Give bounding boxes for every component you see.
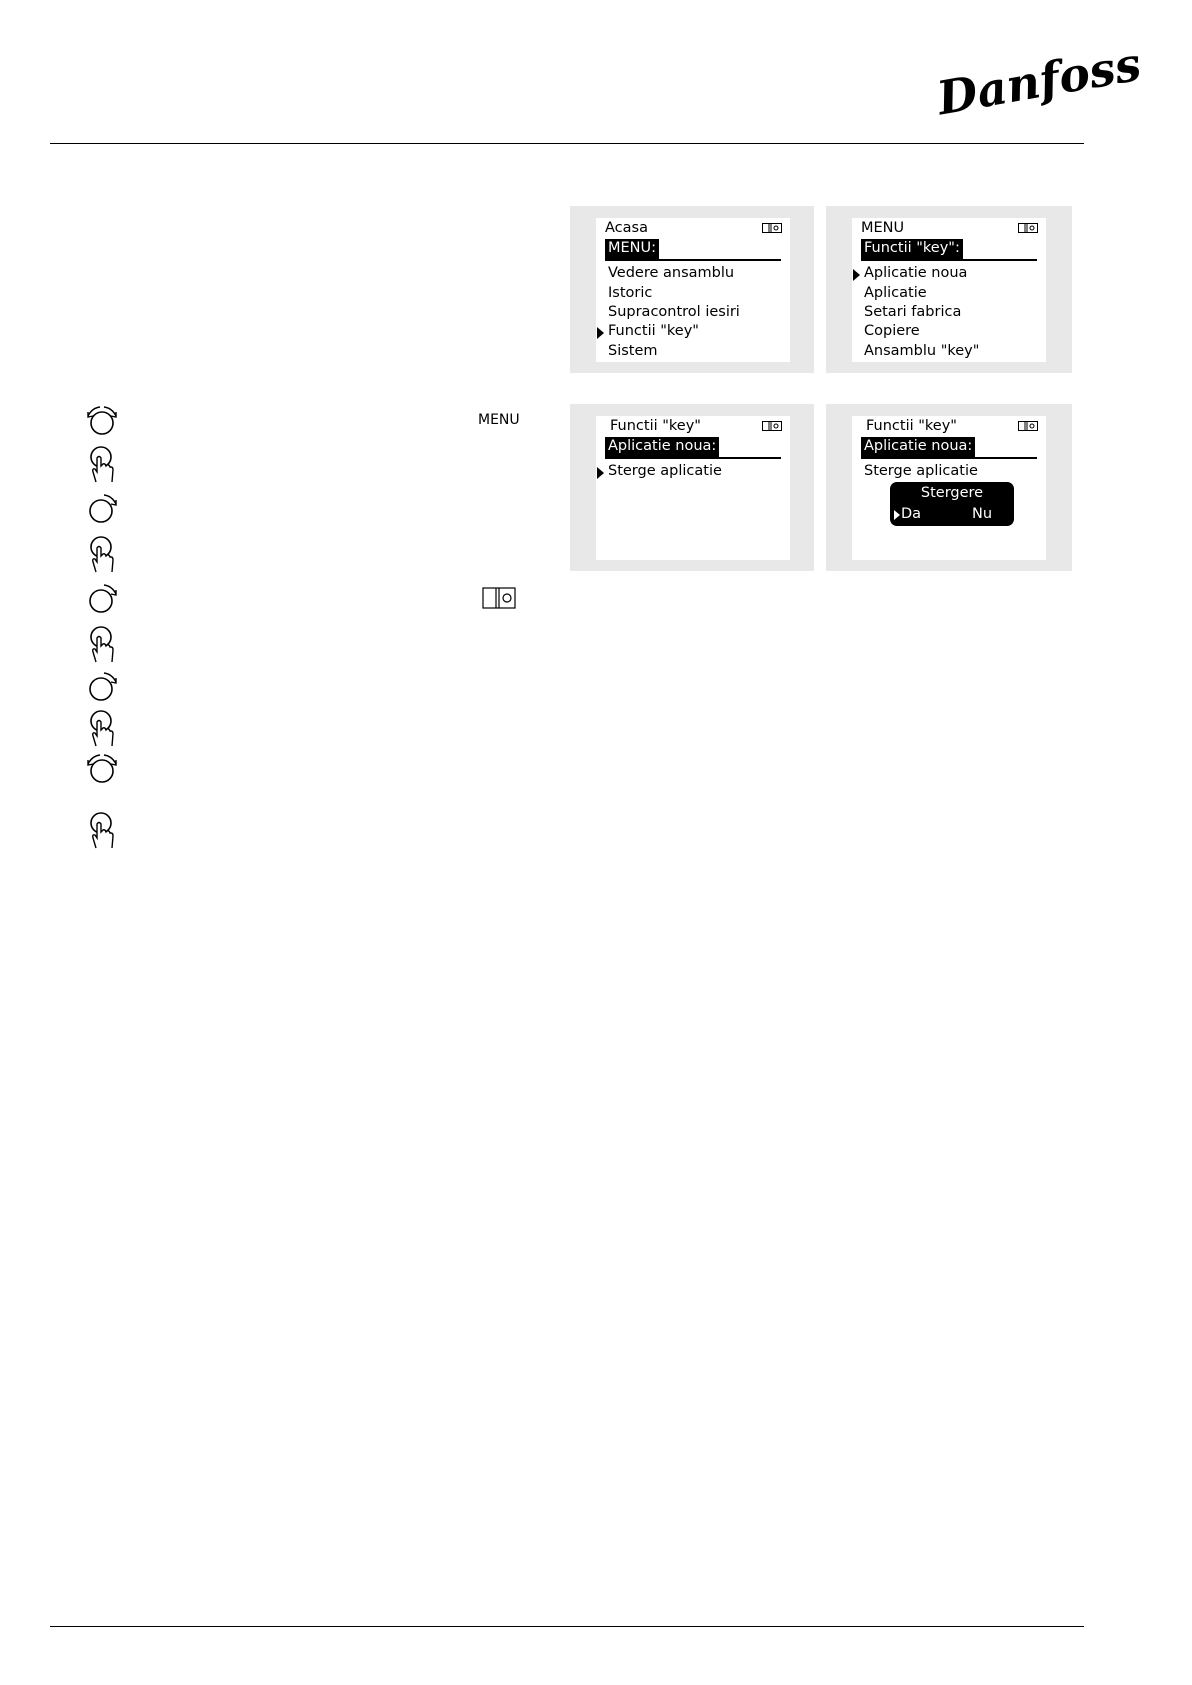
screen-title: Functii "key" xyxy=(866,418,957,434)
menu-item[interactable]: Copiere xyxy=(864,323,920,339)
menu-label: MENU xyxy=(478,412,520,428)
menu-item[interactable]: Setari fabrica xyxy=(864,304,962,320)
highlighted-menu: MENU: xyxy=(605,239,659,259)
key-icon xyxy=(482,587,516,609)
pointer-icon xyxy=(597,327,604,339)
rotate-both-icon xyxy=(82,750,122,790)
display-panel-4 xyxy=(826,404,1072,571)
press-icon xyxy=(82,444,122,484)
menu-item[interactable]: Istoric xyxy=(608,285,653,301)
rotate-right-icon xyxy=(82,490,122,530)
highlighted-menu: Aplicatie noua: xyxy=(605,437,719,457)
lcd-screen-3 xyxy=(596,416,790,560)
divider xyxy=(605,457,781,459)
menu-item-selected[interactable]: Sterge aplicatie xyxy=(608,463,722,479)
screen-title: MENU xyxy=(861,220,905,236)
lcd-screen-4 xyxy=(852,416,1046,560)
press-icon xyxy=(82,708,122,748)
confirm-dialog xyxy=(890,482,1014,526)
divider xyxy=(861,259,1037,261)
key-icon xyxy=(1018,223,1038,233)
highlighted-menu: Functii "key": xyxy=(861,239,963,259)
no-option[interactable]: Nu xyxy=(972,506,993,522)
menu-item[interactable]: Ansamblu "key" xyxy=(864,343,980,359)
svg-text:Danfoss: Danfoss xyxy=(933,36,1145,126)
danfoss-logo xyxy=(930,36,1145,126)
menu-item[interactable]: Sistem xyxy=(608,343,658,359)
menu-item-selected[interactable]: Functii "key" xyxy=(608,323,699,339)
display-panel-1 xyxy=(570,206,814,373)
pointer-icon xyxy=(853,269,860,281)
menu-item[interactable]: Aplicatie xyxy=(864,285,927,301)
menu-item[interactable]: Vedere ansamblu xyxy=(608,265,735,281)
rotate-both-icon xyxy=(82,402,122,442)
display-panel-2 xyxy=(826,206,1072,373)
press-icon xyxy=(82,810,122,850)
pointer-icon xyxy=(597,467,604,479)
yes-option[interactable]: Da xyxy=(901,506,922,522)
screen-title: Acasa xyxy=(605,220,648,236)
key-icon xyxy=(762,421,782,431)
dialog-title: Stergere xyxy=(920,485,984,501)
display-panel-3 xyxy=(570,404,814,571)
highlighted-menu: Aplicatie noua: xyxy=(861,437,975,457)
footer-rule xyxy=(50,1626,1084,1627)
screen-title: Functii "key" xyxy=(610,418,701,434)
divider xyxy=(605,259,781,261)
lcd-screen-2 xyxy=(852,218,1046,362)
key-icon xyxy=(762,223,782,233)
pointer-icon xyxy=(894,510,900,520)
rotate-right-icon xyxy=(82,580,122,620)
key-icon xyxy=(1018,421,1038,431)
divider xyxy=(861,457,1037,459)
menu-item-selected[interactable]: Aplicatie noua xyxy=(864,265,968,281)
menu-item[interactable]: Sterge aplicatie xyxy=(864,463,978,479)
rotate-right-icon xyxy=(82,668,122,708)
lcd-screen-1 xyxy=(596,218,790,362)
press-icon xyxy=(82,624,122,664)
press-icon xyxy=(82,534,122,574)
menu-item[interactable]: Supracontrol iesiri xyxy=(608,304,740,320)
header-rule xyxy=(50,143,1084,144)
